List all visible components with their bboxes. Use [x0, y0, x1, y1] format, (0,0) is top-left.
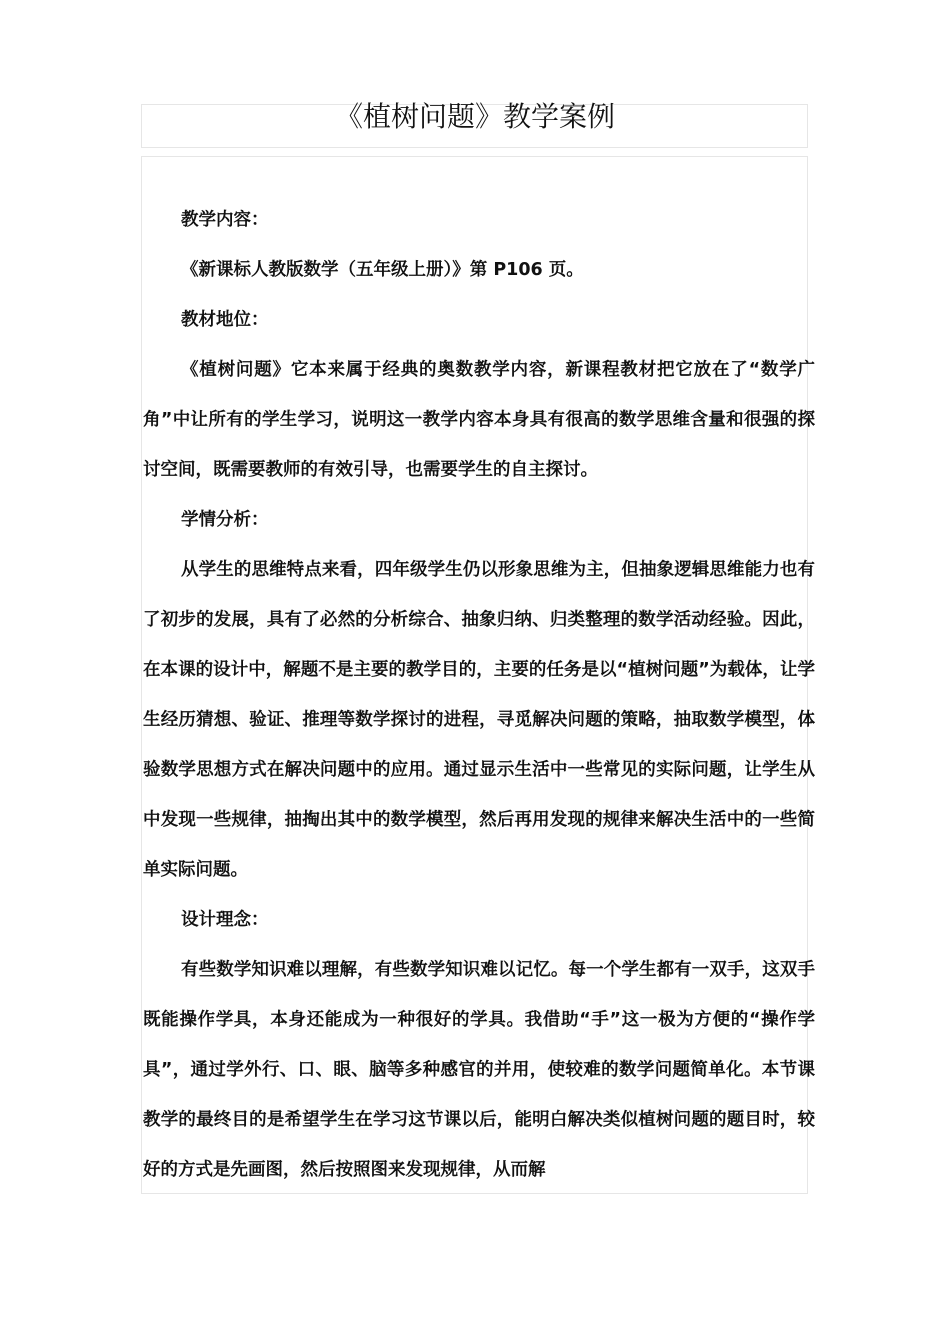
section-heading: 设计理念：: [181, 910, 269, 930]
document-title: 《植树问题》教学案例: [334, 100, 615, 133]
section-paragraph: 《新课标人教版数学（五年级上册）》第 P106 页。: [181, 260, 584, 280]
document-body: [143, 195, 815, 1195]
section-heading: 教材地位：: [181, 310, 269, 330]
section-heading: 学情分析：: [181, 510, 269, 530]
section-heading: 教学内容：: [181, 210, 269, 230]
section-paragraph: 有些数学知识难以理解，有些数学知识难以记忆。每一个学生都有一双手，这双手既能操作学具，本身还能成为一种很好的学具。我借助“手”这一极为方便的“操作学具”，通过学外行、口、眼、脑等多种感官的并用，使较难的数学问题简单化。本节课教学的最终目的是希望学生在学习这节课以后，能明白解决类似植树问题的题目时，较好的方式是先画图，然后按照图来发现规律，从而解: [143, 960, 815, 1180]
section-paragraph: 《植树问题》它本来属于经典的奥数教学内容，新课程教材把它放在了“数学广角”中让所有的学生学习，说明这一教学内容本身具有很高的数学思维含量和很强的探讨空间，既需要教师的有效引导，也需要学生的自主探讨。: [143, 360, 815, 480]
section-paragraph: 从学生的思维特点来看，四年级学生仍以形象思维为主，但抽象逻辑思维能力也有了初步的发展，具有了必然的分析综合、抽象归纳、归类整理的数学活动经验。因此，在本课的设计中，解题不是主要的教学目的，主要的任务是以“植树问题”为载体，让学生经历猜想、验证、推理等数学探讨的进程，寻觅解决问题的策略，抽取数学模型，体验数学思想方式在解决问题中的应用。通过显示生活中一些常见的实际问题，让学生从中发现一些规律，抽掏出其中的数学模型，然后再用发现的规律来解决生活中的一些简单实际问题。: [143, 560, 815, 880]
